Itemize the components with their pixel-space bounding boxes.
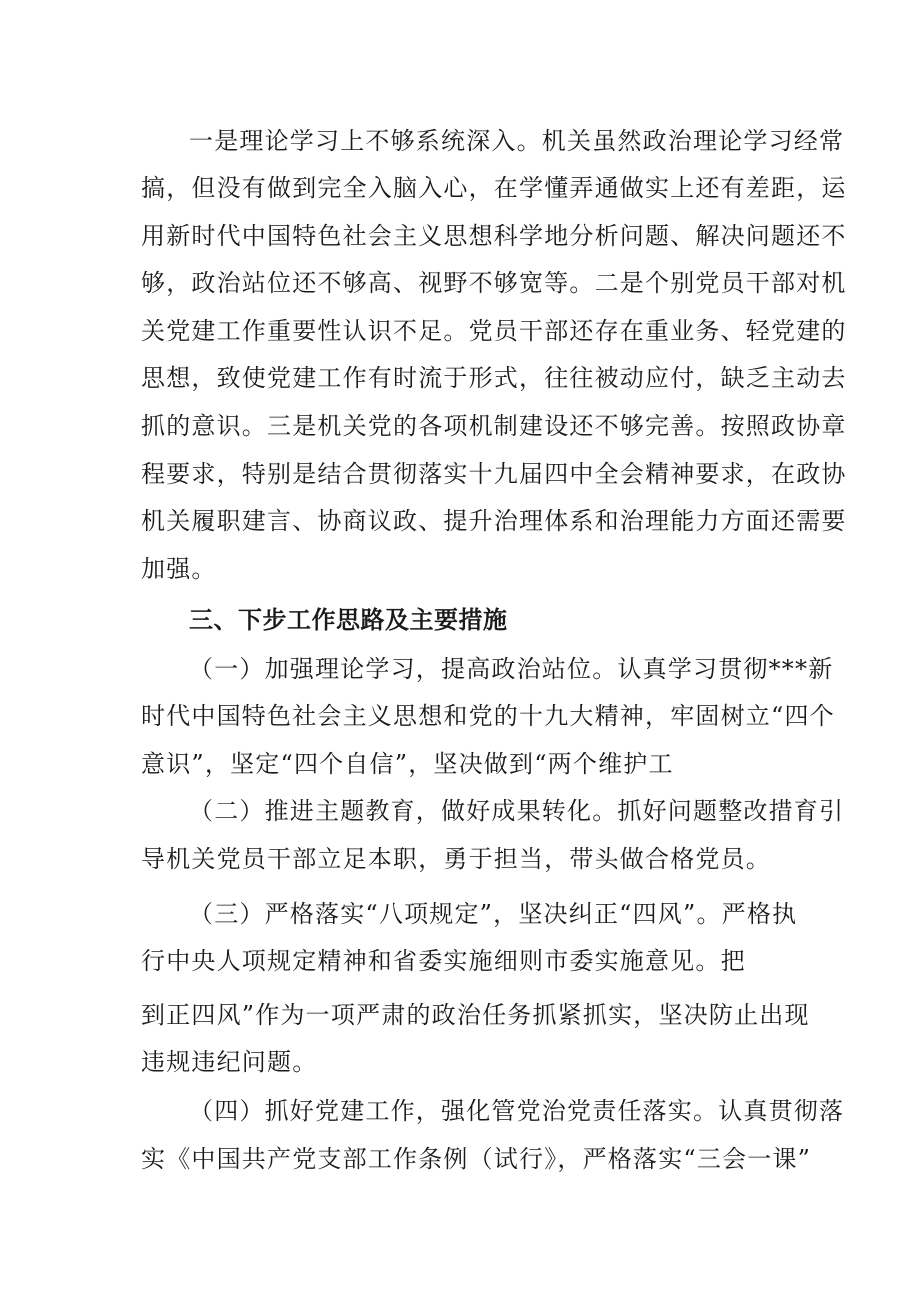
paragraph-1-line-4: 够，政治站位还不够高、视野不够宽等。二是个别党员干部对机 (141, 269, 847, 297)
section-heading: 三、下步工作思路及主要措施 (189, 606, 508, 634)
item-3-line-1: （三）严格落实“八项规定”，坚决纠正“四风”。严格执 (189, 900, 798, 928)
item-1-line-3: 意识”，坚定“四个自信”，坚决做到“两个维护工 (141, 750, 674, 778)
item-3-line-4: 违规违纪问题。 (141, 1048, 318, 1076)
paragraph-1-line-8: 程要求，特别是结合贯彻落实十九届四中全会精神要求，在政协 (141, 460, 847, 488)
item-1-line-2: 时代中国特色社会主义思想和党的十九大精神，牢固树立“四个 (141, 702, 835, 730)
item-4-line-1: （四）抓好党建工作，强化管党治党责任落实。认真贯彻落 (189, 1097, 845, 1125)
paragraph-1-line-2: 搞，但没有做到完全入脑入心，在学懂弄通做实上还有差距，运 (141, 174, 847, 202)
paragraph-1-line-7: 抓的意识。三是机关党的各项机制建设还不够完善。按照政协章 (141, 412, 847, 440)
item-2-line-2: 导机关党员干部立足本职，勇于担当，带头做合格党员。 (141, 845, 771, 873)
paragraph-1-line-5: 关党建工作重要性认识不足。党员干部还存在重业务、轻党建的 (141, 317, 847, 345)
paragraph-1-line-10: 加强。 (141, 555, 217, 583)
item-3-line-3: 到正四风”作为一项严肃的政治任务抓紧抓实，坚决防止出现 (141, 1001, 810, 1029)
paragraph-1-line-9: 机关履职建言、协商议政、提升治理体系和治理能力方面还需要 (141, 507, 847, 535)
paragraph-1-line-3: 用新时代中国特色社会主义思想科学地分析问题、解决问题还不 (141, 222, 847, 250)
paragraph-1-line-1: 一是理论学习上不够系统深入。机关虽然政治理论学习经常 (189, 127, 845, 155)
item-3-line-2: 行中央人项规定精神和省委实施细则市委实施意见。把 (141, 947, 746, 975)
paragraph-1-line-6: 思想，致使党建工作有时流于形式，往往被动应付，缺乏主动去 (141, 364, 847, 392)
item-1-line-1: （一）加强理论学习，提高政治站位。认真学习贯彻***新 (189, 655, 834, 683)
item-4-line-2: 实《中国共产党支部工作条例（试行》，严格落实“三会一课” (141, 1145, 812, 1173)
item-2-line-1: （二）推进主题教育，做好成果转化。抓好问题整改措育引 (189, 797, 845, 825)
